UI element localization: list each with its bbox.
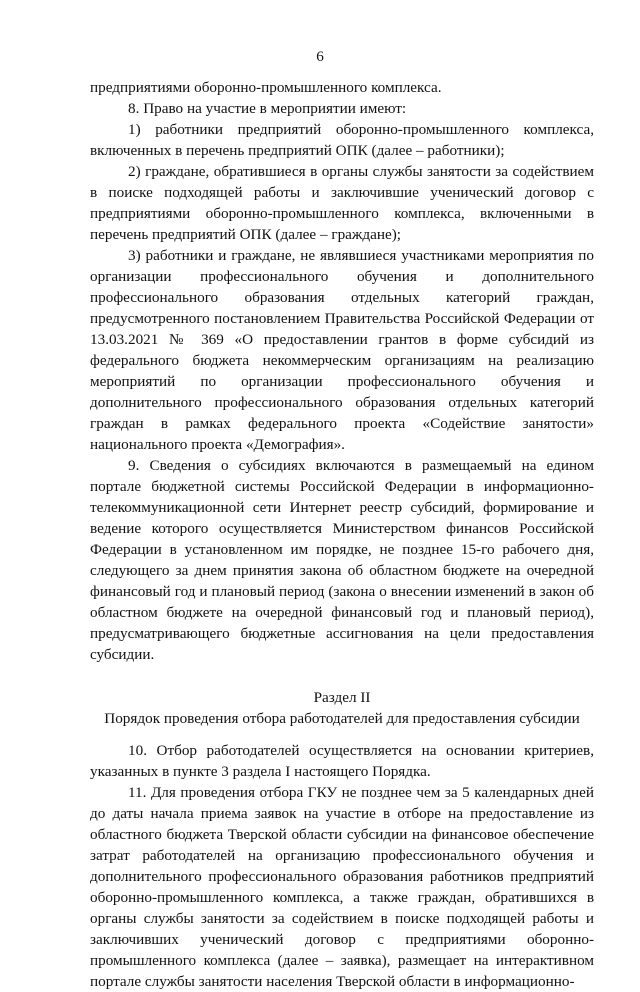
paragraph-continuation: предприятиями оборонно-промышленного комплекса. xyxy=(90,79,442,96)
section-spacer xyxy=(90,665,594,687)
paragraph-item-8: 8. Право на участие в мероприятии имеют: xyxy=(128,100,407,117)
section-subtitle: Порядок проведения отбора работодателей для предоставления субсидии xyxy=(104,710,580,727)
paragraph-item-8-1: 1) работники предприятий оборонно-промышленного комплекса, включенных в перечень предприятий ОПК (далее – работники); xyxy=(90,121,594,159)
paragraph-item-9: 9. Сведения о субсидиях включаются в размещаемый на едином портале бюджетной системы Российской Федерации в информационно-телекоммуникационной сети Интернет реестр субсидий, формирование и ведение которого осуществляется Министерством финансов Российской Федерации в установленном им порядке, не позднее 15-го рабочего дня, следующего за днем принятия закона об областном бюджете на очередной финансовый год и плановый период (закона о внесении изменений в закон об областном бюджете на очередной финансовый год и плановый период), предусматривающего бюджетные ассигнования на цели предоставления субсидии. xyxy=(90,457,594,663)
heading-spacer xyxy=(90,729,594,740)
paragraph-item-10: 10. Отбор работодателей осуществляется на основании критериев, указанных в пункте 3 раздела I настоящего Порядка. xyxy=(90,742,594,780)
page-number: 6 xyxy=(316,48,324,65)
document-body xyxy=(90,77,594,992)
paragraph-item-11: 11. Для проведения отбора ГКУ не позднее чем за 5 календарных дней до даты начала приема заявок на участие в отборе на предоставление из областного бюджета Тверской области субсидии на финансовое обеспечение затрат работодателей на организацию профессионального обучения и дополнительного профессионального образования работников предприятий оборонно-промышленного комплекса, а также граждан, обратившихся в органы службы занятости за содействием в поиске подходящей работы и заключивших ученический договор с предприятиями оборонно-промышленного комплекса (далее – заявка), размещает на интерактивном портале службы занятости населения Тверской области в информационно- xyxy=(90,784,594,990)
paragraph-item-8-2: 2) граждане, обратившиеся в органы службы занятости за содействием в поиске подходящей работы и заключившие ученический договор с предприятиями оборонно-промышленного комплекса, включенными в перечень предприятий ОПК (далее – граждане); xyxy=(90,163,594,243)
paragraph-item-8-3: 3) работники и граждане, не являвшиеся участниками мероприятия по организации профессионального обучения и дополнительного профессионального образования отдельных категорий граждан, предусмотренного постановлением Правительства Российской Федерации от 13.03.2021 № 369 «О предоставлении грантов в форме субсидий из федерального бюджета некоммерческим организациям на реализацию мероприятий по организации профессионального обучения и дополнительного профессионального образования отдельных категорий граждан в рамках федерального проекта «Содействие занятости» национального проекта «Демография». xyxy=(90,247,594,453)
section-title: Раздел II xyxy=(313,689,371,706)
